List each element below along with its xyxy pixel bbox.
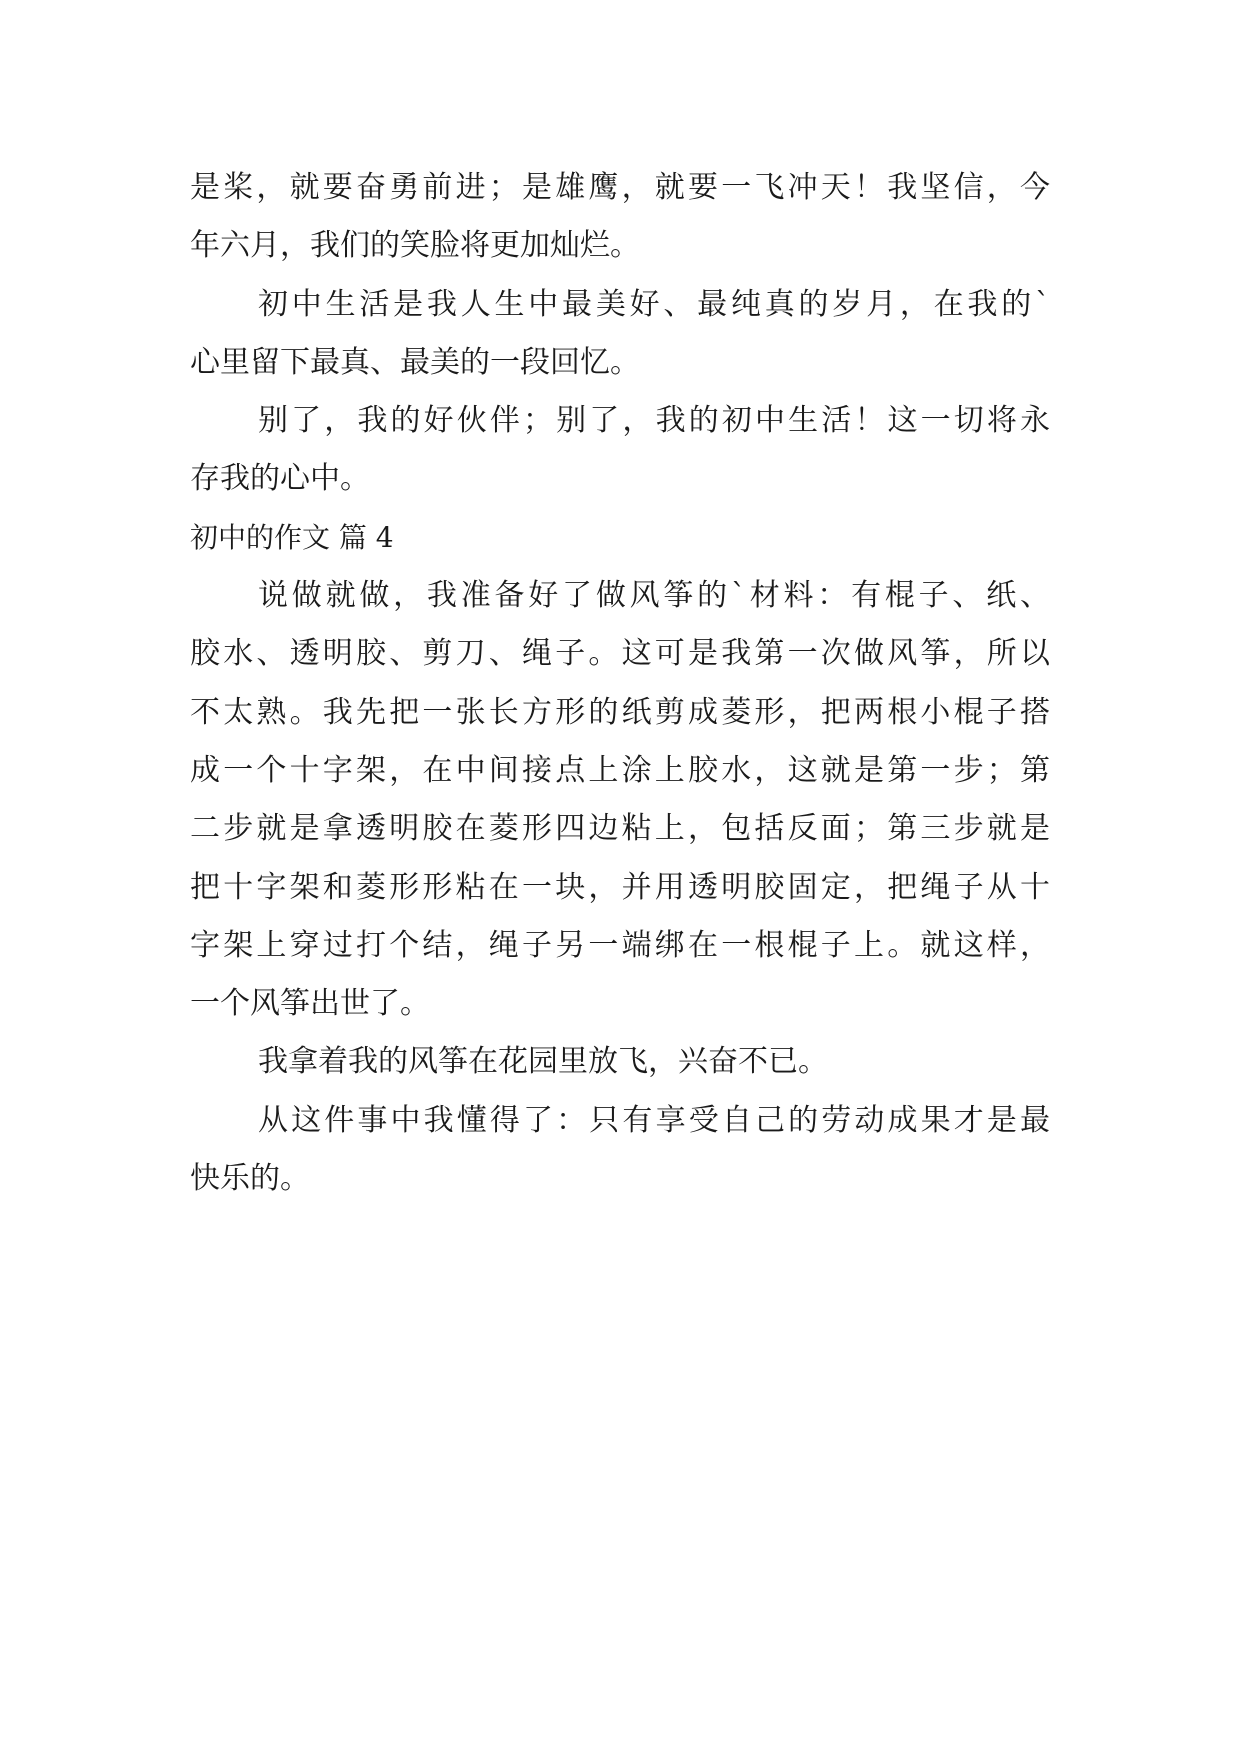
- text-line-1: 是桨，就要奋勇前进；是雄鹰，就要一飞冲天！我坚信，今: [190, 170, 1050, 205]
- document-body: [190, 159, 1050, 1208]
- text-line-5: 别了，我的好伙伴；别了，我的初中生活！这一切将永: [258, 403, 1050, 439]
- text-line-11: 成一个十字架，在中间接点上涂上胶水，这就是第一步；第: [190, 752, 1050, 788]
- text-line-17: 从这件事中我懂得了：只有享受自己的劳动成果才是最: [258, 1102, 1050, 1138]
- text-line-4: 心里留下最真、最美的一段回忆。: [190, 344, 640, 380]
- text-line-15: 一个风筝出世了。: [190, 986, 430, 1022]
- text-line-16: 我拿着我的风筝在花园里放飞，兴奋不已。: [258, 1044, 828, 1080]
- text-line-8: 说做就做，我准备好了做风筝的`材料：有棍子、纸、: [258, 578, 1050, 614]
- text-line-3: 初中生活是我人生中最美好、最纯真的岁月，在我的`: [258, 286, 1050, 322]
- section-heading: 初中的作文 篇 4: [190, 520, 394, 554]
- text-line-14: 字架上穿过打个结，绳子另一端绑在一根棍子上。就这样，: [190, 927, 1050, 963]
- text-line-6: 存我的心中。: [190, 461, 370, 497]
- text-line-10: 不太熟。我先把一张长方形的纸剪成菱形，把两根小棍子搭: [190, 694, 1050, 730]
- text-line-13: 把十字架和菱形形粘在一块，并用透明胶固定，把绳子从十: [190, 869, 1050, 905]
- text-line-18: 快乐的。: [190, 1161, 310, 1197]
- text-line-12: 二步就是拿透明胶在菱形四边粘上，包括反面；第三步就是: [190, 811, 1050, 847]
- text-line-2: 年六月，我们的笑脸将更加灿烂。: [190, 228, 640, 264]
- text-line-9: 胶水、透明胶、剪刀、绳子。这可是我第一次做风筝，所以: [190, 636, 1050, 672]
